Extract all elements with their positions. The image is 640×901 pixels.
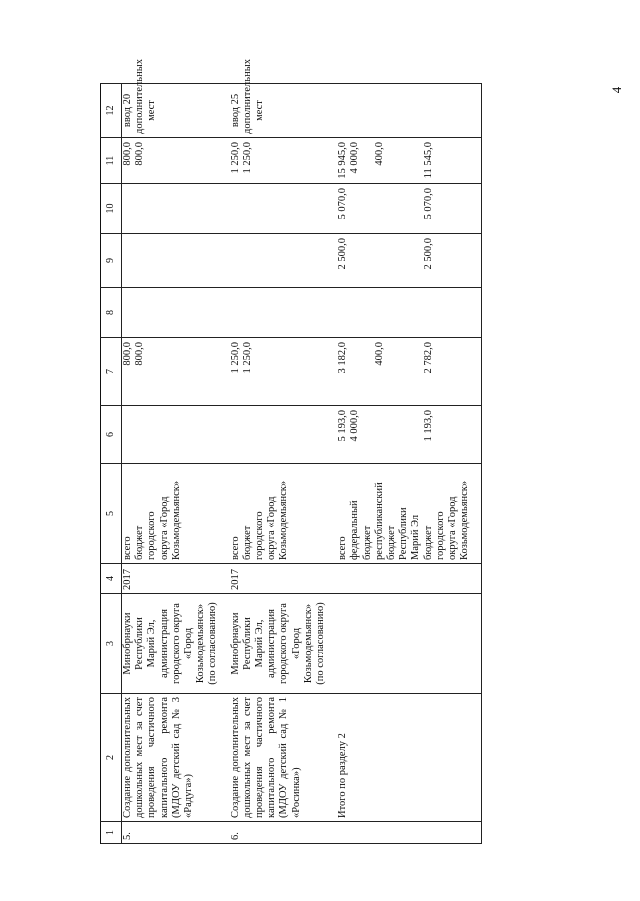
funding-source-line: бюджет bbox=[361, 525, 373, 560]
amount-cell bbox=[122, 184, 220, 234]
amount-cell bbox=[337, 406, 471, 464]
table-row bbox=[122, 84, 220, 844]
result-line: ввод 20 bbox=[122, 93, 133, 128]
amount-value bbox=[398, 142, 410, 180]
executor-line: Республики bbox=[134, 617, 146, 670]
rule-cell bbox=[481, 406, 482, 464]
rule-cell bbox=[481, 138, 482, 184]
rule-cell bbox=[481, 822, 482, 844]
spacer-cell bbox=[220, 138, 230, 184]
funding-source-line: округа «Город bbox=[266, 496, 278, 560]
amount-value bbox=[362, 238, 374, 284]
executor-line: Минобрнауки bbox=[122, 612, 133, 675]
bottom-rule bbox=[481, 84, 482, 844]
spacer-cell bbox=[220, 338, 230, 406]
funding-sources bbox=[230, 464, 328, 564]
executor-line: Минобрнауки bbox=[229, 612, 241, 675]
executor-line: городского округа bbox=[170, 603, 182, 684]
row-spacer bbox=[327, 84, 337, 844]
amount-value bbox=[386, 410, 398, 460]
spacer-cell bbox=[327, 822, 337, 844]
rule-cell bbox=[481, 84, 482, 138]
funding-source-line: бюджет bbox=[422, 525, 434, 560]
spacer-cell bbox=[220, 594, 230, 694]
spacer-cell bbox=[220, 694, 230, 822]
spacer-cell bbox=[471, 138, 481, 184]
amount-value: 1 250,0 bbox=[229, 342, 241, 374]
amount-value bbox=[349, 238, 361, 284]
spacer-cell bbox=[327, 234, 337, 288]
amount-value: 1 250,0 bbox=[229, 142, 241, 174]
executor-line: Республики bbox=[241, 617, 253, 670]
rule-cell bbox=[481, 184, 482, 234]
spacer-cell bbox=[471, 406, 481, 464]
year bbox=[337, 564, 471, 594]
spacer-cell bbox=[220, 234, 230, 288]
spacer-cell bbox=[327, 184, 337, 234]
measure-name: Создание дополнительных дошкольных мест за счет проведения частичного капитального ремонта (МДОУ детский сад № 3 «Радуга») bbox=[122, 694, 220, 822]
amount-value: 800,0 bbox=[122, 342, 133, 366]
row-number: 5. bbox=[122, 822, 220, 844]
spacer-cell bbox=[471, 288, 481, 338]
row-number: 6. bbox=[230, 822, 328, 844]
executor-line: администрация bbox=[266, 609, 278, 678]
executor-line: (по согласованию) bbox=[315, 602, 327, 685]
executor bbox=[230, 594, 328, 694]
header-row bbox=[101, 84, 122, 844]
amount-value bbox=[410, 142, 422, 180]
spacer-cell bbox=[327, 594, 337, 694]
year: 2017 bbox=[230, 564, 328, 594]
spacer-cell bbox=[220, 822, 230, 844]
amount-value: 1 250,0 bbox=[241, 142, 253, 174]
result-line: дополнительных bbox=[241, 58, 253, 134]
funding-source-line: бюджет bbox=[386, 525, 398, 560]
funding-source-line: Козьмодемьянск» bbox=[459, 480, 471, 560]
spacer-cell bbox=[471, 234, 481, 288]
funding-source-line: округа «Город bbox=[158, 496, 170, 560]
amount-value bbox=[410, 410, 422, 460]
amount-cell bbox=[230, 234, 328, 288]
expected-result bbox=[122, 58, 220, 138]
amount-value: 4 000,0 bbox=[349, 142, 361, 174]
rotated-table-container bbox=[100, 58, 520, 844]
amount-value bbox=[386, 342, 398, 402]
rule-cell bbox=[481, 288, 482, 338]
col-header: 12 bbox=[101, 84, 122, 138]
amount-value bbox=[398, 342, 410, 402]
measure-name: Итого по разделу 2 bbox=[337, 694, 471, 822]
amount-value: 800,0 bbox=[134, 142, 146, 166]
amount-value: 1 250,0 bbox=[241, 342, 253, 374]
funding-source-line: Республики bbox=[398, 507, 410, 560]
result-line: мест bbox=[146, 100, 158, 121]
funding-source-line: городского bbox=[434, 511, 446, 560]
funding-sources bbox=[122, 464, 220, 564]
expected-result bbox=[229, 58, 328, 138]
amount-value bbox=[374, 238, 386, 284]
col-header: 9 bbox=[101, 234, 122, 288]
funding-source-line: всего bbox=[122, 536, 133, 560]
funding-source-line: городского bbox=[146, 511, 158, 560]
rule-cell bbox=[481, 234, 482, 288]
spacer-cell bbox=[327, 288, 337, 338]
executor-line: (по согласованию) bbox=[207, 602, 219, 685]
amount-value bbox=[362, 410, 374, 460]
amount-cell bbox=[337, 288, 471, 338]
funding-sources bbox=[337, 464, 471, 564]
amount-value bbox=[410, 238, 422, 284]
amount-value bbox=[398, 188, 410, 230]
measure-name: Создание дополнительных дошкольных мест за счет проведения частичного капитального ремонта (МДОУ детский сад № 1 «Росинка») bbox=[230, 694, 328, 822]
executor-line: Козьмодемьянск» bbox=[302, 603, 314, 684]
spacer-cell bbox=[220, 406, 230, 464]
amount-cell bbox=[230, 138, 328, 184]
spacer-cell bbox=[327, 138, 337, 184]
rule-cell bbox=[481, 564, 482, 594]
spacer-cell bbox=[471, 464, 481, 564]
amount-cell bbox=[337, 338, 471, 406]
amount-value bbox=[374, 188, 386, 230]
spacer-cell bbox=[471, 338, 481, 406]
amount-value: 400,0 bbox=[373, 142, 385, 166]
amount-value bbox=[362, 188, 374, 230]
col-header: 1 bbox=[101, 822, 122, 844]
amount-cell bbox=[122, 288, 220, 338]
amount-cell bbox=[230, 338, 328, 406]
program-table bbox=[100, 58, 482, 844]
funding-source-line: Козьмодемьянск» bbox=[170, 480, 182, 560]
executor bbox=[122, 594, 220, 694]
amount-value bbox=[349, 188, 361, 230]
funding-source-line: республиканский bbox=[373, 482, 385, 560]
row-spacer bbox=[220, 84, 230, 844]
funding-source-line: бюджет bbox=[134, 525, 146, 560]
result-line: дополнительных bbox=[134, 58, 146, 134]
spacer-cell bbox=[327, 564, 337, 594]
amount-cell bbox=[122, 338, 220, 406]
amount-cell bbox=[122, 234, 220, 288]
amount-value bbox=[386, 188, 398, 230]
amount-value: 400,0 bbox=[373, 342, 385, 366]
funding-source-line: всего bbox=[337, 536, 349, 560]
funding-source-line: всего bbox=[229, 536, 241, 560]
amount-cell bbox=[337, 138, 471, 184]
expected-result bbox=[337, 84, 471, 138]
amount-value bbox=[386, 238, 398, 284]
spacer-cell bbox=[220, 464, 230, 564]
total-row bbox=[337, 84, 471, 844]
spacer-cell bbox=[471, 84, 481, 138]
executor-line: городского округа bbox=[278, 603, 290, 684]
amount-value: 2 782,0 bbox=[422, 342, 434, 374]
table-row bbox=[230, 84, 328, 844]
col-header: 11 bbox=[101, 138, 122, 184]
amount-value bbox=[410, 342, 422, 402]
result-line: мест bbox=[254, 100, 266, 121]
amount-cell bbox=[230, 184, 328, 234]
page-number: 4 bbox=[609, 86, 624, 94]
executor-line: администрация bbox=[158, 609, 170, 678]
spacer-cell bbox=[471, 564, 481, 594]
spacer-cell bbox=[471, 594, 481, 694]
amount-value: 800,0 bbox=[134, 342, 146, 366]
spacer-cell bbox=[327, 406, 337, 464]
result-line: ввод 25 bbox=[229, 93, 241, 128]
row-number bbox=[337, 822, 471, 844]
amount-cell bbox=[122, 406, 220, 464]
amount-value bbox=[374, 410, 386, 460]
rule-cell bbox=[481, 338, 482, 406]
amount-value bbox=[386, 142, 398, 180]
rule-cell bbox=[481, 464, 482, 564]
amount-value: 800,0 bbox=[122, 142, 133, 166]
table-body bbox=[122, 58, 482, 844]
amount-cell bbox=[230, 406, 328, 464]
amount-value bbox=[362, 342, 374, 402]
spacer-cell bbox=[220, 184, 230, 234]
funding-source-line: Марий Эл bbox=[410, 514, 422, 560]
funding-source-line: федеральный bbox=[349, 500, 361, 560]
spacer-cell bbox=[471, 822, 481, 844]
spacer-cell bbox=[220, 84, 230, 138]
amount-value: 3 182,0 bbox=[337, 342, 349, 374]
spacer-cell bbox=[327, 84, 337, 138]
spacer-cell bbox=[220, 564, 230, 594]
funding-source-line: Козьмодемьянск» bbox=[278, 480, 290, 560]
amount-cell bbox=[337, 184, 471, 234]
amount-value: 5 193,0 bbox=[337, 410, 349, 442]
amount-value: 5 070,0 bbox=[337, 188, 349, 220]
spacer-cell bbox=[327, 464, 337, 564]
executor-line: Марий Эл, bbox=[146, 619, 158, 668]
col-header: 7 bbox=[101, 338, 122, 406]
amount-value: 11 545,0 bbox=[422, 142, 434, 179]
amount-cell bbox=[230, 288, 328, 338]
amount-value bbox=[410, 188, 422, 230]
rule-cell bbox=[481, 694, 482, 822]
spacer-cell bbox=[220, 288, 230, 338]
year: 2017 bbox=[122, 564, 220, 594]
amount-value bbox=[362, 142, 374, 180]
col-header: 6 bbox=[101, 406, 122, 464]
col-header: 10 bbox=[101, 184, 122, 234]
amount-value: 4 000,0 bbox=[349, 410, 361, 442]
row-spacer bbox=[471, 84, 481, 844]
amount-value bbox=[398, 238, 410, 284]
col-header: 2 bbox=[101, 694, 122, 822]
spacer-cell bbox=[327, 694, 337, 822]
col-header: 3 bbox=[101, 594, 122, 694]
amount-value: 15 945,0 bbox=[337, 142, 349, 179]
amount-value: 5 070,0 bbox=[422, 188, 434, 220]
spacer-cell bbox=[327, 338, 337, 406]
funding-source-line: бюджет bbox=[241, 525, 253, 560]
funding-source-line: городского bbox=[254, 511, 266, 560]
amount-value: 2 500,0 bbox=[422, 238, 434, 270]
amount-cell bbox=[337, 234, 471, 288]
amount-value: 1 193,0 bbox=[422, 410, 434, 442]
amount-value bbox=[349, 342, 361, 402]
amount-value bbox=[398, 410, 410, 460]
spacer-cell bbox=[471, 694, 481, 822]
executor-line: Козьмодемьянск» bbox=[195, 603, 207, 684]
spacer-cell bbox=[471, 184, 481, 234]
funding-source-line: округа «Город bbox=[447, 496, 459, 560]
executor-line: «Город bbox=[183, 627, 195, 660]
executor bbox=[337, 594, 471, 694]
col-header: 5 bbox=[101, 464, 122, 564]
amount-value: 2 500,0 bbox=[337, 238, 349, 270]
executor-line: «Город bbox=[290, 627, 302, 660]
col-header: 8 bbox=[101, 288, 122, 338]
col-header: 4 bbox=[101, 564, 122, 594]
amount-cell bbox=[122, 138, 220, 184]
executor-line: Марий Эл, bbox=[254, 619, 266, 668]
rule-cell bbox=[481, 594, 482, 694]
